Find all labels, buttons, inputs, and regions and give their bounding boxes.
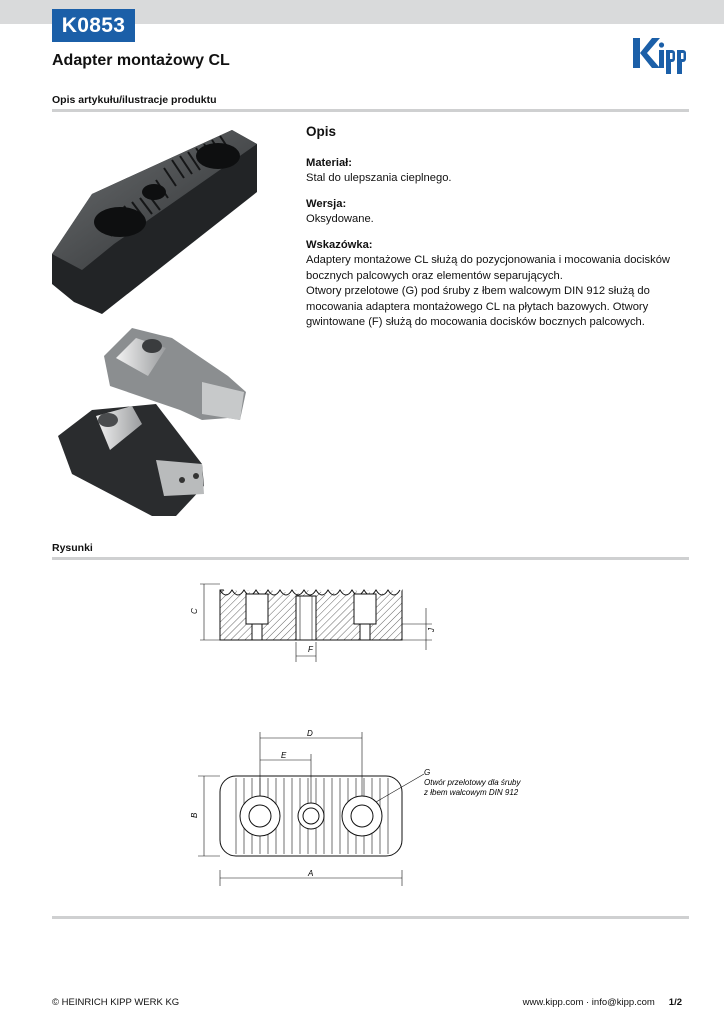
article-code-badge: K0853 — [52, 9, 135, 42]
callout-g-note-1: Otwór przelotowy dla śruby — [424, 778, 521, 787]
section-label-drawings: Rysunki — [52, 542, 93, 554]
note-text-1: Adaptery montażowe CL służą do pozycjonowania i mocowania docisków bocznych palcowych oraz elementów separujących. — [306, 254, 670, 282]
material-text: Stal do ulepszania cieplnego. — [306, 172, 452, 184]
description-heading: Opis — [306, 124, 337, 139]
dim-d-label: D — [307, 729, 313, 738]
clamp-image-1 — [104, 328, 246, 420]
version-text: Oksydowane. — [306, 213, 374, 225]
footer-divider — [52, 916, 689, 919]
dim-a-label: A — [308, 869, 314, 878]
note-text-2: Otwory przelotowe (G) pod śruby z łbem walcowym DIN 912 służą do mocowania adaptera montażowego CL na płytach bazowych. Otwory gwintowane (F) służą do mocowania docisków bocznych palcowych. — [306, 285, 650, 328]
page-title: Adapter montażowy CL — [52, 52, 230, 69]
dim-c-label: C — [190, 608, 199, 614]
clamp-image-2 — [58, 404, 204, 516]
section-label-product: Opis artykułu/ilustracje produktu — [52, 94, 217, 106]
version-label: Wersja: — [306, 197, 347, 210]
dim-b-label: B — [190, 812, 199, 818]
dim-e-label: E — [281, 751, 287, 760]
technical-drawing — [180, 570, 530, 890]
section-divider — [52, 109, 689, 112]
dim-f-label: F — [308, 645, 313, 654]
callout-g-label: G — [424, 768, 431, 777]
product-photo — [52, 124, 257, 520]
description-panel — [306, 124, 696, 341]
callout-g-note-2: z łbem walcowym DIN 912 — [424, 788, 519, 797]
footer-copyright: © HEINRICH KIPP WERK KG — [52, 997, 180, 1008]
adapter-block-image — [52, 130, 257, 314]
page-number: 1/2 — [668, 997, 682, 1008]
section-divider — [52, 557, 689, 560]
note-label: Wskazówka: — [306, 238, 373, 251]
section-view — [220, 584, 402, 640]
footer-contact: www.kipp.com · info@kipp.com — [522, 997, 655, 1008]
material-label: Materiał: — [306, 156, 353, 169]
kipp-logo-icon — [632, 36, 690, 74]
dim-j-label: J — [427, 628, 436, 632]
footer-contact-area — [523, 997, 682, 1008]
